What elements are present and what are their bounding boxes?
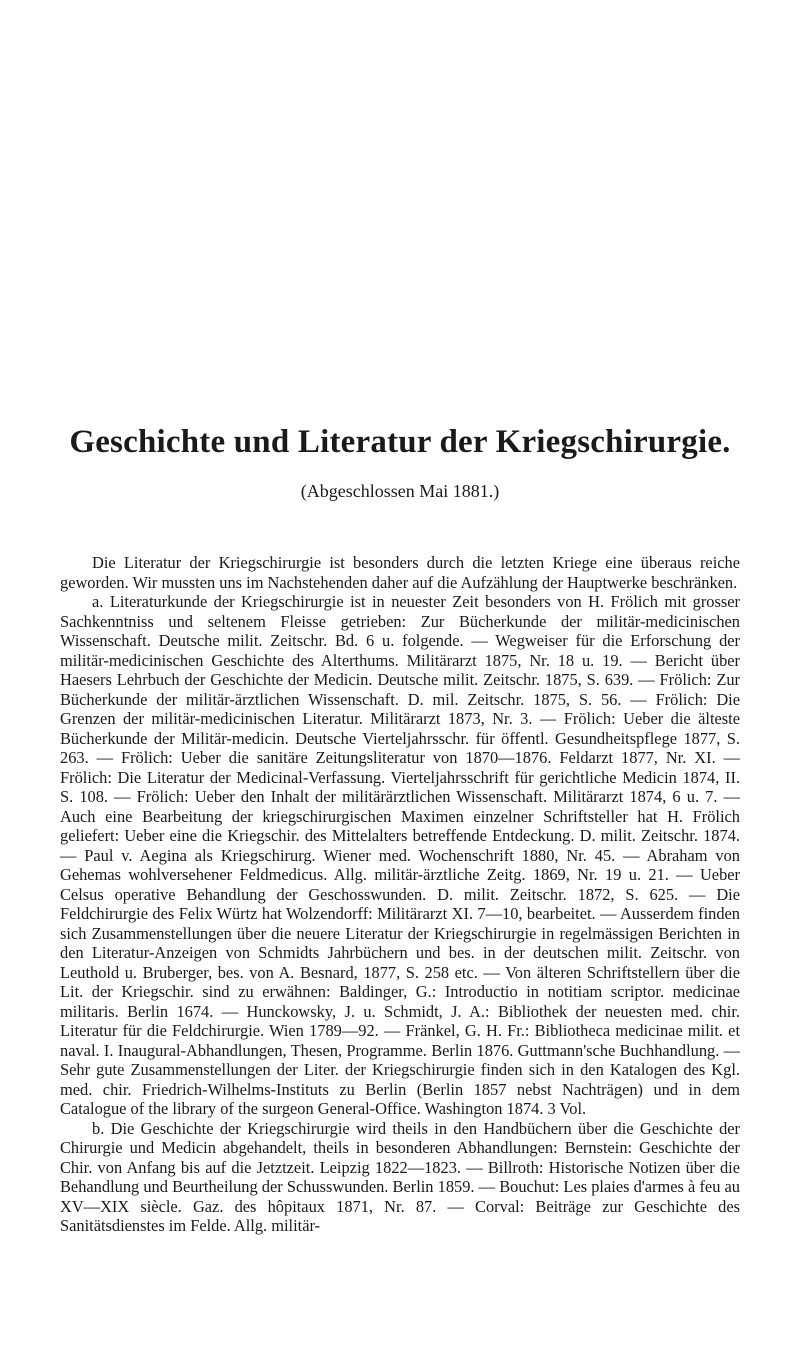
page-subtitle: (Abgeschlossen Mai 1881.) — [300, 481, 500, 501]
paragraph-b-geschichte: b. Die Geschichte der Kriegschirurgie wird theils in den Handbüchern über die Geschichte der Chirurgie und Medicin abgehandelt, theils in besonderen Abhandlungen: Bernstein: Geschichte der Chir. von Anfang bis auf die Jetztzeit. Leipzig 1822—1823. — Billroth: Historische Notizen über die Behandlung und Beurtheilung der Schusswunden. Berlin 1859. — Bouchut: Les plaies d'armes à feu au XV—XIX siècle. Gaz. des hôpitaux 1871, Nr. 87. — Corval: Beiträge zur Geschichte des Sanitätsdienstes im Felde. Allg. militär- — [60, 1118, 740, 1235]
body-text — [60, 553, 740, 1236]
paragraph-intro: Die Literatur der Kriegschirurgie ist besonders durch die letzten Kriege eine überaus reiche geworden. Wir mussten uns im Nachstehenden daher auf die Aufzählung der Hauptwerke beschränken. — [60, 553, 740, 592]
page-title: Geschichte und Literatur der Kriegschirurgie. — [69, 424, 731, 460]
paragraph-a-literaturkunde: a. Literaturkunde der Kriegschirurgie ist in neuester Zeit besonders von H. Frölich mit grosser Sachkenntniss und seltenem Fleisse getrieben: Zur Bücherkunde der militär-medicinischen Wissenschaft. Deutsche milit. Zeitschr. Bd. 6 u. folgende. — Wegweiser für die Erforschung der militär-medicinischen Geschichte des Alterthums. Militärarzt 1875, Nr. 18 u. 19. — Bericht über Haesers Lehrbuch der Geschichte der Medicin. Deutsche milit. Zeitschr. 1875, S. 639. — Frölich: Zur Bücherkunde der militär-ärztlichen Wissenschaft. D. mil. Zeitschr. 1875, S. 56. — Frölich: Die Grenzen der militär-medicinischen Literatur. Militärarzt 1873, Nr. 3. — Frölich: Ueber die älteste Bücherkunde der Militär-medicin. Deutsche Vierteljahrsschr. für öffentl. Gesundheitspflege 1877, S. 263. — Frölich: Ueber die sanitäre Zeitungsliteratur von 1870—1876. Feldarzt 1877, Nr. XI. — Frölich: Die Literatur der Medicinal-Verfassung. Vierteljahrsschrift für gerichtliche Medicin 1874, II. S. 108. — Frölich: Ueber den Inhalt der militärärztlichen Wissenschaft. Militärarzt 1874, 6 u. 7. — Auch eine Bearbeitung der kriegschirurgischen Maximen einzelner Schriftsteller hat H. Frölich geliefert: Ueber eine die Kriegschir. des Mittelalters betreffende Entdeckung. D. milit. Zeitschr. 1874. — Paul v. Aegina als Kriegschirurg. Wiener med. Wochenschrift 1880, Nr. 45. — Abraham von Gehemas wohlversehener Feldmedicus. Allg. militär-ärztliche Zeitg. 1869, Nr. 19 u. 21. — Ueber Celsus operative Behandlung der Geschosswunden. D. milit. Zeitschr. 1872, S. 625. — Die Feldchirurgie des Felix Würtz hat Wolzendorff: Militärarzt XI. 7—10, bearbeitet. — Ausserdem finden sich Zusammenstellungen über die neuere Literatur der Kriegschirurgie in regelmässigen Berichten in den Literatur-Anzeigen von Schmidts Jahrbüchern und bes. in der deutschen milit. Zeitschr. von Leuthold u. Bruberger, bes. von A. Besnard, 1877, S. 258 etc. — Von älteren Schriftstellern über die Lit. der Kriegschir. sind zu erwähnen: Baldinger, G.: Introductio in notitiam scriptor. medicinae militaris. Berlin 1674. — Hunckowsky, J. u. Schmidt, J. A.: Bibliothek der neuesten med. chir. Literatur für die Feldchirurgie. Wien 1789—92. — Fränkel, G. H. Fr.: Bibliotheca medicinae milit. et naval. I. Inaugural-Abhandlungen, Thesen, Programme. Berlin 1876. Guttmann'sche Buchhandlung. — Sehr gute Zusammenstellungen der Liter. der Kriegschirurgie finden sich in den Katalogen des Kgl. med. chir. Friedrich-Wilhelms-Instituts zu Berlin (Berlin 1857 nebst Nachträgen) und in dem Catalogue of the library of the surgeon General-Office. Washington 1874. 3 Vol. — [60, 592, 740, 1118]
